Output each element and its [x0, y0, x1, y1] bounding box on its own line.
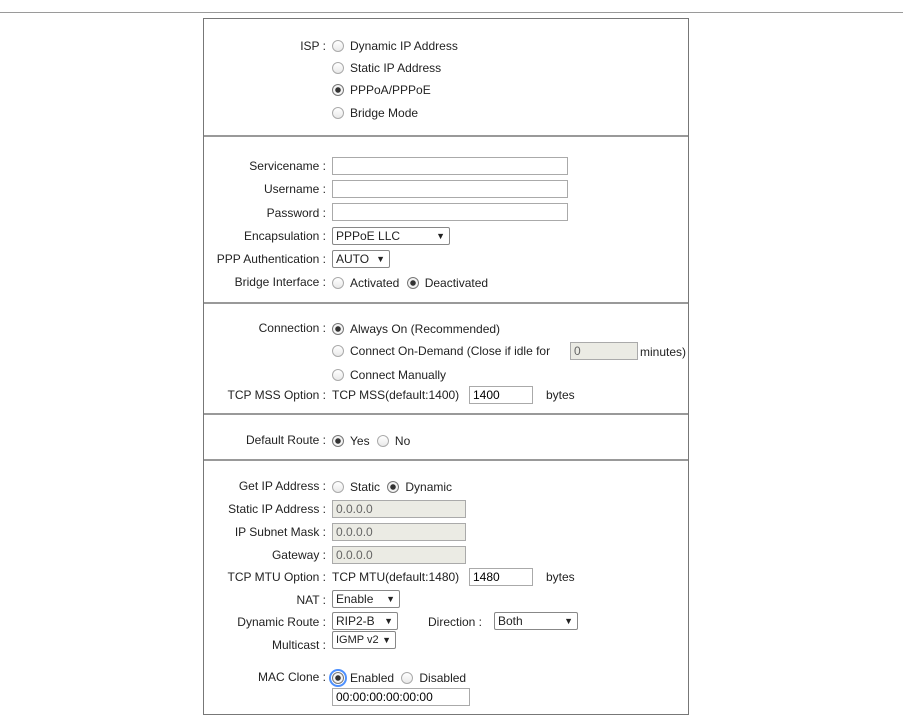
connection-on-demand-radio[interactable] [332, 345, 344, 357]
username-label: Username : [263, 182, 326, 196]
mac-clone-enabled-option[interactable]: Enabled [332, 671, 394, 685]
dropdown-arrow-icon: ▼ [386, 594, 395, 604]
get-ip-options [332, 480, 452, 494]
static-ip-input[interactable] [332, 500, 466, 518]
default-route-no-option[interactable]: No [377, 434, 410, 448]
bridge-activated-option[interactable]: Activated [332, 276, 399, 290]
connection-label: Connection : [258, 321, 326, 335]
top-divider [0, 12, 903, 13]
encapsulation-select[interactable]: PPPoE LLC ▼ [332, 227, 450, 245]
tcp-mss-input[interactable] [469, 386, 533, 404]
gateway-input[interactable] [332, 546, 466, 564]
section-divider [204, 413, 688, 415]
wan-settings-panel [203, 18, 689, 715]
default-route-label: Default Route : [245, 433, 326, 447]
isp-pppoe-radio[interactable] [332, 84, 344, 96]
connection-always-on-radio[interactable] [332, 323, 344, 335]
section-divider [204, 302, 688, 304]
static-ip-label: Static IP Address : [228, 502, 326, 516]
idle-time-input[interactable] [570, 342, 638, 360]
username-input[interactable] [332, 180, 568, 198]
get-ip-static-option[interactable]: Static [332, 480, 380, 494]
mac-clone-enabled-radio[interactable] [332, 672, 344, 684]
get-ip-label: Get IP Address : [238, 479, 326, 493]
nat-select[interactable]: Enable ▼ [332, 590, 400, 608]
subnet-mask-label: IP Subnet Mask : [234, 525, 326, 539]
subnet-mask-input[interactable] [332, 523, 466, 541]
mac-clone-disabled-radio[interactable] [401, 672, 413, 684]
tcp-mtu-unit: bytes [546, 570, 575, 584]
tcp-mtu-label: TCP MTU Option : [227, 570, 326, 584]
bridge-activated-radio[interactable] [332, 277, 344, 289]
tcp-mss-label: TCP MSS Option : [227, 388, 326, 402]
default-route-options [332, 434, 410, 448]
bridge-deactivated-radio[interactable] [407, 277, 419, 289]
bridge-interface-label: Bridge Interface : [234, 275, 326, 289]
get-ip-dynamic-option[interactable]: Dynamic [387, 480, 452, 494]
connection-manual-radio[interactable] [332, 369, 344, 381]
ppp-auth-select[interactable]: AUTO ▼ [332, 250, 390, 268]
default-route-yes-option[interactable]: Yes [332, 434, 370, 448]
bridge-interface-options [332, 276, 488, 290]
direction-label: Direction : [428, 615, 483, 629]
tcp-mtu-text: TCP MTU(default:1480) [332, 570, 460, 584]
get-ip-dynamic-radio[interactable] [387, 481, 399, 493]
dropdown-arrow-icon: ▼ [382, 635, 391, 645]
isp-option-bridge[interactable]: Bridge Mode [332, 106, 418, 120]
dropdown-arrow-icon: ▼ [564, 616, 573, 626]
isp-option-static[interactable]: Static IP Address [332, 61, 441, 75]
isp-dynamic-radio[interactable] [332, 40, 344, 52]
mac-clone-label: MAC Clone : [257, 670, 326, 684]
ppp-auth-label: PPP Authentication : [216, 252, 326, 266]
password-input[interactable] [332, 203, 568, 221]
dynamic-route-label: Dynamic Route : [237, 615, 326, 629]
encapsulation-label: Encapsulation : [243, 229, 326, 243]
section-divider [204, 459, 688, 461]
isp-option-pppoe[interactable]: PPPoA/PPPoE [332, 83, 431, 97]
nat-label: NAT : [296, 593, 326, 607]
mac-clone-options [332, 671, 466, 685]
connection-always-on-option[interactable]: Always On (Recommended) [332, 322, 500, 336]
connection-on-demand-option[interactable]: Connect On-Demand (Close if idle for [332, 344, 550, 358]
section-divider [204, 135, 688, 137]
tcp-mss-text: TCP MSS(default:1400) [332, 388, 460, 402]
mac-address-input[interactable] [332, 688, 470, 706]
dropdown-arrow-icon: ▼ [384, 616, 393, 626]
multicast-select[interactable]: IGMP v2 ▼ [332, 631, 396, 649]
connection-manual-option[interactable]: Connect Manually [332, 368, 446, 382]
tcp-mtu-input[interactable] [469, 568, 533, 586]
multicast-label: Multicast : [271, 638, 326, 652]
servicename-label: Servicename : [249, 159, 326, 173]
bridge-deactivated-option[interactable]: Deactivated [407, 276, 488, 290]
dynamic-route-select[interactable]: RIP2-B ▼ [332, 612, 398, 630]
get-ip-static-radio[interactable] [332, 481, 344, 493]
dropdown-arrow-icon: ▼ [436, 231, 445, 241]
password-label: Password : [266, 206, 326, 220]
default-route-yes-radio[interactable] [332, 435, 344, 447]
dropdown-arrow-icon: ▼ [376, 254, 385, 264]
isp-label: ISP : [300, 39, 326, 53]
isp-option-dynamic[interactable]: Dynamic IP Address [332, 39, 458, 53]
direction-select[interactable]: Both ▼ [494, 612, 578, 630]
servicename-input[interactable] [332, 157, 568, 175]
default-route-no-radio[interactable] [377, 435, 389, 447]
mac-clone-disabled-option[interactable]: Disabled [401, 671, 466, 685]
idle-unit-label: minutes) [640, 345, 687, 359]
gateway-label: Gateway : [271, 548, 326, 562]
tcp-mss-unit: bytes [546, 388, 575, 402]
isp-static-radio[interactable] [332, 62, 344, 74]
isp-bridge-radio[interactable] [332, 107, 344, 119]
